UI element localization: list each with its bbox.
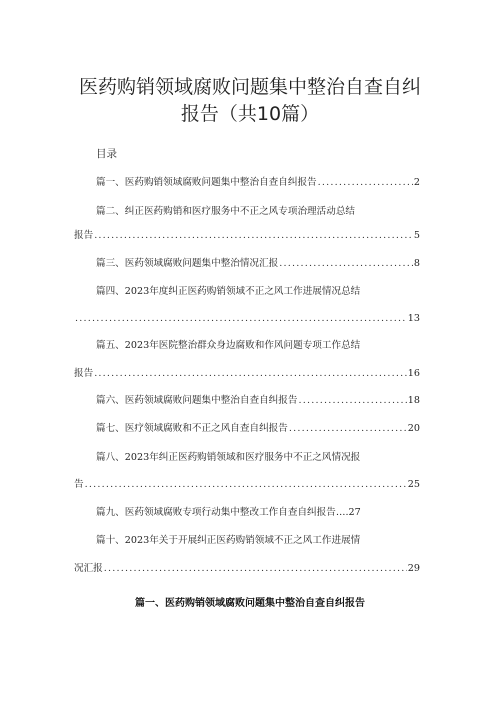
toc-entry-10-line-2[interactable]	[74, 562, 420, 576]
toc-entry-5-title-cont: 报告	[74, 368, 94, 379]
toc-entry-8-title: 篇八、2023年纠正医药购销领域和医疗服务中不正之风情况报	[96, 452, 361, 463]
toc-entry-6[interactable]	[96, 394, 420, 408]
toc-leader-dots	[298, 394, 406, 408]
title-line-1: 医药购销领域腐败问题集中整治自查自纠	[78, 76, 421, 98]
toc-entry-2-line-1[interactable]	[96, 205, 420, 219]
toc-entry-8-title-cont: 告	[74, 479, 84, 490]
toc-leader-dots	[279, 257, 413, 271]
toc-entry-9-page: .27	[345, 507, 361, 518]
toc-entry-7[interactable]	[96, 422, 420, 436]
toc-entry-6-title: 篇六、医药领域腐败问题集中整治自查自纠报告	[96, 395, 298, 406]
toc-entry-1-page: 2	[413, 177, 420, 188]
toc-leader-dots	[104, 562, 407, 576]
toc-entry-8-line-1[interactable]	[96, 451, 420, 465]
toc-entry-1[interactable]	[96, 176, 420, 190]
toc-entry-4-page: 13	[407, 313, 420, 324]
toc-entry-10-page: 29	[407, 563, 420, 574]
toc-entry-1-title: 篇一、医药购销领域腐败问题集中整治自查自纠报告	[96, 177, 317, 188]
toc-leader-dots	[94, 367, 407, 381]
toc-entry-7-page: 20	[407, 423, 420, 434]
title-line-2: 报告（共10篇）	[180, 103, 320, 125]
toc-entry-5-line-1[interactable]	[96, 339, 420, 353]
document-title	[60, 74, 440, 128]
toc-entry-10-title-cont: 况汇报	[74, 563, 103, 574]
toc-leader-dots	[289, 422, 407, 436]
toc-entry-9-title: 篇九、医药领域腐败专项行动集中整改工作自查自纠报告…	[96, 507, 346, 518]
toc-entry-3-title: 篇三、医药领域腐败问题集中整治情况汇报	[96, 258, 279, 269]
toc-entry-5-page: 16	[407, 368, 420, 379]
toc-entry-4-line-2[interactable]	[74, 312, 420, 326]
toc-entry-6-page: 18	[407, 395, 420, 406]
toc-entry-8-line-2[interactable]	[74, 478, 420, 492]
section-heading: 篇一、医药购销领域腐败问题集中整治自查自纠报告	[135, 598, 365, 609]
toc-entry-2-page: 5	[413, 230, 420, 241]
toc-entry-10-line-1[interactable]	[96, 534, 420, 548]
toc-entry-7-title: 篇七、医疗领域腐败和不正之风自查自纠报告	[96, 423, 288, 434]
toc-entry-3-page: 8	[413, 258, 420, 269]
toc-entry-2-title: 篇二、纠正医药购销和医疗服务中不正之风专项治理活动总结	[96, 206, 356, 217]
toc-leader-dots	[94, 229, 413, 243]
toc-heading: 目录	[96, 148, 117, 160]
toc-entry-2-title-cont: 报告	[74, 230, 94, 241]
toc-entry-4-title: 篇四、2023年度纠正医药购销领域不正之风工作进展情况总结	[96, 286, 361, 297]
toc-entry-8-page: 25	[407, 479, 420, 490]
toc-leader-dots	[75, 312, 407, 326]
toc-leader-dots	[85, 478, 407, 492]
toc-entry-5-line-2[interactable]	[74, 367, 420, 381]
toc-entry-2-line-2[interactable]	[74, 229, 420, 243]
toc-entry-5-title: 篇五、2023年医院整治群众身边腐败和作风问题专项工作总结	[96, 340, 361, 351]
toc-leader-dots	[318, 176, 413, 190]
toc-entry-9[interactable]	[96, 506, 420, 520]
toc-entry-10-title: 篇十、2023年关于开展纠正医药购销领域不正之风工作进展情	[96, 535, 361, 546]
toc-entry-3[interactable]	[96, 257, 420, 271]
toc-entry-4-line-1[interactable]	[96, 285, 420, 299]
